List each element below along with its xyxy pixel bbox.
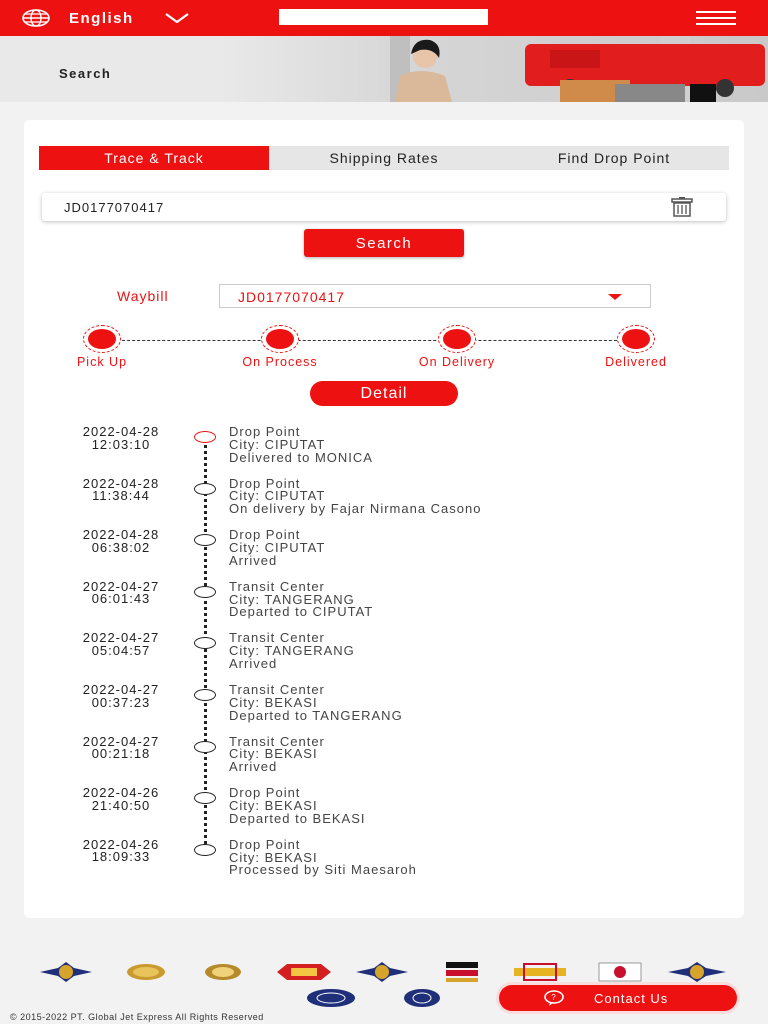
event-details <box>229 632 355 670</box>
event-details <box>229 836 417 878</box>
waybill-input[interactable] <box>64 193 664 221</box>
event-date: 2022-04-27 <box>82 682 160 697</box>
top-brand-badge-icon <box>668 962 726 982</box>
timeline-event <box>24 733 744 788</box>
event-city: City: CIPUTAT <box>229 488 326 504</box>
event-datetime <box>54 578 188 607</box>
tab-bar <box>39 146 729 170</box>
timeline-dot <box>194 637 216 649</box>
top-bar <box>0 0 768 36</box>
step-pick-up <box>62 325 142 369</box>
gold-asean-badge-icon <box>446 962 478 982</box>
award-ribbon-badge-icon <box>277 962 331 982</box>
timeline-event <box>24 632 744 684</box>
event-place: Drop Point <box>229 424 301 439</box>
event-place: Transit Center <box>229 578 325 594</box>
timeline-dot <box>194 844 216 856</box>
timeline-dot <box>194 586 216 598</box>
event-place: Drop Point <box>229 527 301 543</box>
hero-image <box>220 36 768 102</box>
timeline-dot <box>194 741 216 753</box>
step-label: Delivered <box>605 355 667 369</box>
timeline-event <box>24 426 744 478</box>
timeline-event <box>24 836 744 891</box>
timeline-dot <box>194 534 216 546</box>
chat-bubble-icon <box>543 990 565 1006</box>
event-datetime <box>54 787 188 812</box>
service-badge-icon <box>402 988 442 1008</box>
event-time: 06:01:43 <box>91 591 151 607</box>
anniversary-badge-icon <box>203 962 243 982</box>
event-status: Delivered to MONICA <box>229 449 373 465</box>
excellence-badge-icon <box>306 988 356 1008</box>
event-status: Departed to CIPUTAT <box>229 604 374 620</box>
event-time: 21:40:50 <box>91 797 151 813</box>
tab-shipping-rates[interactable]: Shipping Rates <box>329 150 439 166</box>
waybill-select[interactable] <box>219 284 651 308</box>
timeline-event <box>24 529 744 581</box>
event-city: City: BEKASI <box>229 797 318 813</box>
event-city: City: BEKASI <box>229 746 318 762</box>
event-time: 00:21:18 <box>91 746 151 762</box>
caret-down-icon <box>608 294 622 300</box>
event-time: 00:37:23 <box>91 694 151 710</box>
tracking-card <box>24 120 744 918</box>
event-status: Departed to TANGERANG <box>229 707 403 723</box>
timeline-dot <box>194 431 216 443</box>
event-datetime <box>54 836 188 865</box>
hamburger-menu-icon[interactable] <box>696 11 736 25</box>
event-status: Arrived <box>229 759 278 775</box>
courier-icon <box>438 325 476 353</box>
page-title: Search <box>59 66 112 81</box>
event-date: 2022-04-26 <box>82 836 160 852</box>
event-time: 06:38:02 <box>91 539 151 555</box>
event-details <box>229 578 374 620</box>
timeline-event <box>24 684 744 736</box>
event-city: City: TANGERANG <box>229 591 355 607</box>
step-label: On Delivery <box>418 355 496 369</box>
globe-icon[interactable] <box>21 9 51 27</box>
search-button[interactable]: Search <box>304 229 464 257</box>
event-details <box>229 684 403 722</box>
contact-us-label: Contact Us <box>594 991 669 1006</box>
event-time: 12:03:10 <box>91 436 151 452</box>
waybill-input-container <box>42 193 726 221</box>
event-city: City: CIPUTAT <box>229 436 326 452</box>
event-details <box>229 787 366 825</box>
event-details <box>229 529 325 567</box>
event-city: City: TANGERANG <box>229 643 355 659</box>
header-search-input[interactable] <box>279 9 488 25</box>
event-status: Processed by Siti Maesaroh <box>229 862 417 878</box>
event-datetime <box>54 632 188 657</box>
steps-connector <box>102 340 642 341</box>
gold-award-badge-icon <box>126 962 166 982</box>
tab-find-drop-point[interactable]: Find Drop Point <box>557 150 671 166</box>
event-place: Transit Center <box>229 682 325 697</box>
event-date: 2022-04-26 <box>82 785 160 801</box>
timeline-event <box>24 787 744 839</box>
event-place: Transit Center <box>229 630 325 646</box>
event-time: 11:38:44 <box>92 488 150 504</box>
event-place: Drop Point <box>229 836 301 852</box>
event-place: Transit Center <box>229 733 325 749</box>
certification-badge-icon <box>598 962 642 982</box>
event-time: 18:09:33 <box>91 849 151 865</box>
event-datetime <box>54 684 188 709</box>
top-brand-badge-icon <box>40 962 92 982</box>
event-status: Arrived <box>229 552 278 568</box>
event-date: 2022-04-27 <box>82 733 160 749</box>
contact-us-button[interactable] <box>499 985 737 1011</box>
event-date: 2022-04-27 <box>82 578 160 594</box>
event-details <box>229 733 325 775</box>
timeline-event <box>24 578 744 633</box>
event-date: 2022-04-28 <box>82 527 160 543</box>
award-badges <box>0 962 768 986</box>
event-city: City: CIPUTAT <box>229 539 326 555</box>
top-brand-badge-icon <box>356 962 408 982</box>
step-on-process <box>240 325 320 369</box>
event-status: Arrived <box>229 655 278 671</box>
package-icon <box>83 325 121 353</box>
event-details <box>229 426 373 464</box>
event-date: 2022-04-27 <box>82 630 160 646</box>
timeline-dot <box>194 689 216 701</box>
language-selector[interactable]: English <box>69 10 134 27</box>
chevron-down-icon[interactable] <box>164 13 190 23</box>
event-city: City: BEKASI <box>229 694 318 710</box>
timeline-dot <box>194 483 216 495</box>
event-status: Departed to BEKASI <box>229 810 366 826</box>
event-place: Drop Point <box>229 475 301 491</box>
brand-award-badge-icon <box>514 962 566 982</box>
waybill-select-value: JD0177070417 <box>238 289 345 305</box>
event-date: 2022-04-28 <box>82 475 160 491</box>
timeline-dot <box>194 792 216 804</box>
event-datetime <box>54 426 188 451</box>
event-details <box>229 475 482 517</box>
event-datetime <box>54 475 188 504</box>
event-status: On delivery by Fajar Nirmana Casono <box>229 501 482 517</box>
event-datetime <box>54 733 188 762</box>
step-on-delivery <box>417 325 497 369</box>
step-delivered <box>596 325 676 369</box>
tab-trace-track[interactable]: Trace & Track <box>39 146 269 170</box>
event-time: 05:04:57 <box>91 642 151 658</box>
waybill-label: Waybill <box>117 288 169 304</box>
truck-icon <box>261 325 299 353</box>
svg-text:?: ? <box>551 993 557 1002</box>
copyright-text: © 2015-2022 PT. Global Jet Express All Rights Reserved <box>10 1012 264 1022</box>
event-datetime <box>54 529 188 554</box>
trash-icon[interactable] <box>670 197 694 217</box>
timeline-event <box>24 475 744 530</box>
event-city: City: BEKASI <box>229 849 318 865</box>
delivered-box-icon <box>617 325 655 353</box>
step-label: Pick Up <box>76 355 128 369</box>
hero-banner <box>0 36 768 102</box>
step-label: On Process <box>242 355 318 369</box>
event-date: 2022-04-28 <box>82 424 160 439</box>
event-place: Drop Point <box>229 785 301 801</box>
detail-button[interactable]: Detail <box>310 381 458 406</box>
